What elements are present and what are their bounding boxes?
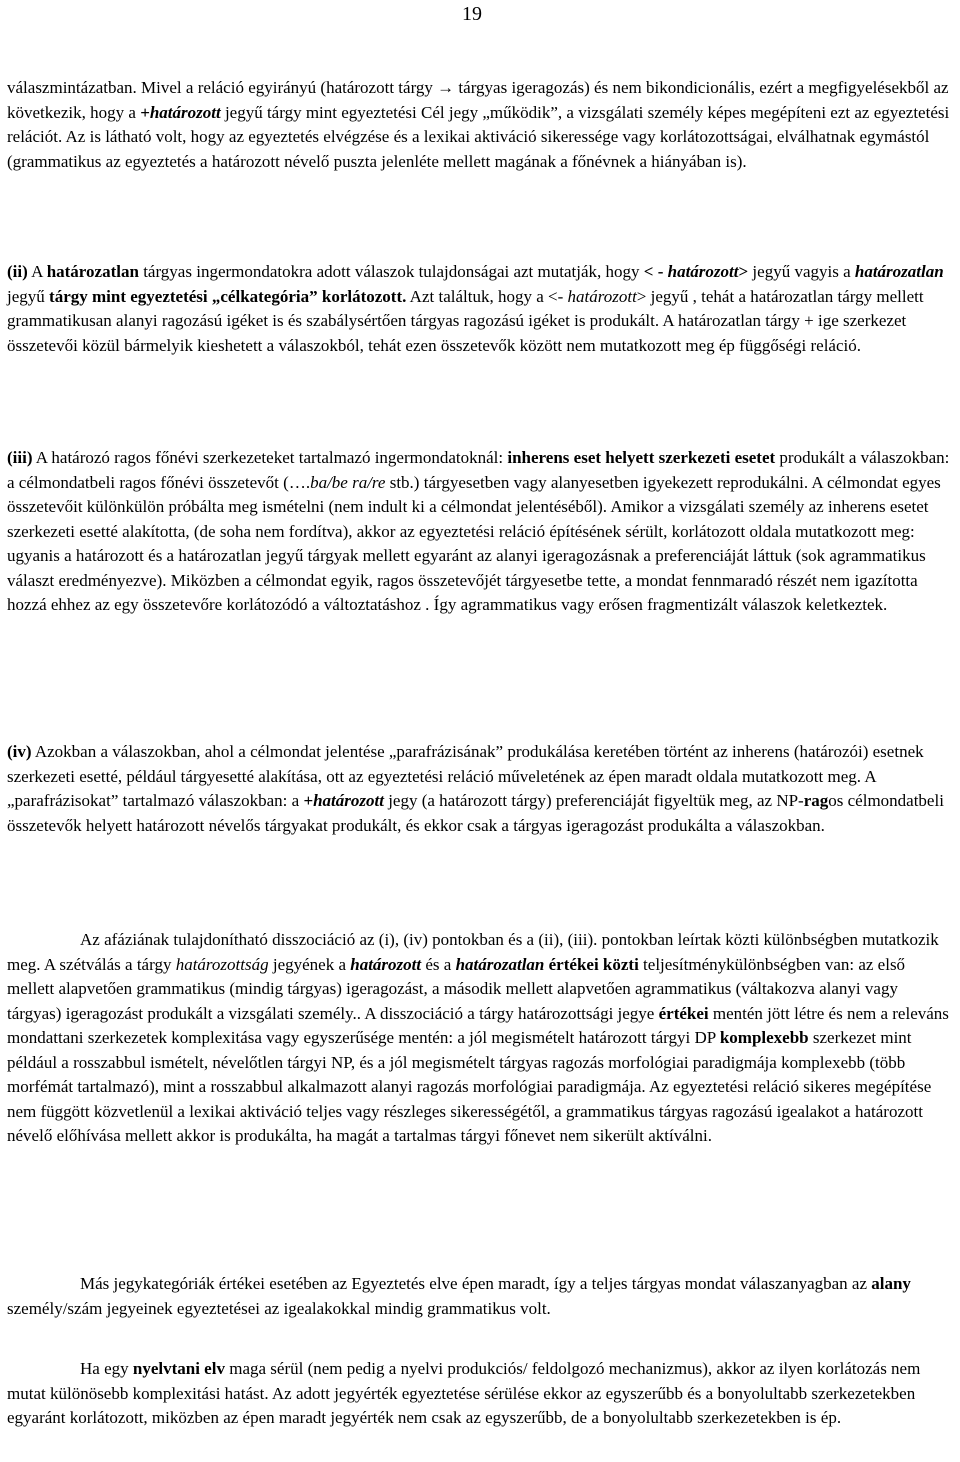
p4-emphasis: +határozott [303,791,384,810]
p4-text: os célmondatbeli összetevők helyett határozott névelős tárgyakat produkált, és ekkor csak a tárgyas igeragozást produkálta a válaszokban. [7,791,944,835]
section-marker-iii: (iii) [7,448,33,467]
p5-italic: határozottság [175,954,269,974]
section-marker-ii: (ii) [7,262,28,281]
p2-text: Azt találtuk, hogy a <- [406,286,568,306]
p5-emphasis: határozatlan [455,954,545,974]
p5-text: szerkezet mint például a rosszabbul ismételt, névelőtlen tárgyi NP, és a jól megismételt tárgyas ragozás morfológiai paradigmája komplexebb (több morfémát tartalmazó), mint a rosszabbul alkalmazott alanyi ragozás morfológiai paradigmája. Az egyeztetési reláció sikeres megépítése nem függött közvetlenül a lexikai aktiváció teljes vagy részleges sikerességétől, a grammatikus tárgyas ragozású igealakot a határozott névelő előhívása mellett akkor is produkálta, ha magát a tartalmas tárgyi főnevet nem sikerült aktíválni. [7,1028,932,1145]
p4-emphasis: rag [803,791,829,810]
p7-text: Ha egy [80,1359,133,1378]
p7-emphasis: nyelvtani elv [132,1359,225,1378]
p2-text: > jegyű , tehát a határozatlan tárgy mellett grammatikusan alanyi ragozású igéket is és szabálysértően tárgyas ragozású igéket is produkált. A határozatlan tárgy + ige szerkezet összetevői közül bármelyik kieshetett a válaszokból, tehát ezen összetevők között nem mutatkozott meg ép függőségi reláció. [7,286,924,355]
p5-text: mentén jött létre és nem a releváns mondattani szerkezetek komplexitása vagy egyszerűsége mentén: a jól megismételt határozott tárgyi DP [7,1003,949,1047]
p5-text: és a [421,954,456,974]
p5-text: jegyének a [268,954,351,974]
p5-emphasis: értékei közti [548,954,639,974]
p1-emphasis: +határozott [140,102,221,122]
paragraph-6 [7,1272,953,1321]
p2-text: tárgyas ingermondatokra adott válaszok tulajdonságai azt mutatják, hogy [138,262,644,281]
p3-text: stb.) tárgyesetben vagy alanyesetben igyekezett reprodukálni. A célmondat egyes összetevőit különkülön próbálta meg ismételni (nem indult ki a célmondat jelentéséből). Amikor a vizsgálati személy az inherens esetet szerkezeti esetté alakította, (de soha nem fordítva), akkor az egyeztetési reláció építésének sérült, korlátozott oldala mutatkozott meg: ugyanis a határozott és a határozatlan jegyű tárgyak mellett egyaránt az alanyi igeragozásnak a preferenciáját láttuk (sok agrammatikus választ eredményezve). Miközben a célmondat egyik, ragos összetevőjét tárgyesetbe tette, a mondat fennmaradó részét nem igazította hozzá ehhez az egy összetevőre korlátozódó a változtatáshoz . Így agrammatikus vagy erősen fragmentizált válaszok keletkeztek. [7,472,941,614]
p2-emphasis: határozott [667,262,739,281]
p2-italic: határozott [567,286,637,306]
p6-emphasis: alany [871,1274,911,1293]
p7-text: maga sérül (nem pedig a nyelvi produkciós/ feldolgozó mechanizmus), akkor az ilyen korlátozás nem mutat különösebb komplexitási hatást. Az adott jegyérték egyeztetése sérülése ekkor az egyszerűbb és a bonyolultabb szerkezetekben egyaránt korlátozott, miközben az épen maradt jegyérték nem csak az egyszerűbb, de a bonyolultabb szerkezetekben is ép. [7,1359,921,1427]
p4-text: Azokban a válaszokban, ahol a célmondat jelentése „parafrázisának” produkálása keretében történt az inherens (határozói) esetnek szerkezeti esetté, például tárgyesetté alakítása, ott az egyeztetési reláció műveletének az épen maradt oldala mutatkozott meg. A „parafrázisokat” tartalmazó válaszokban: a [7,742,924,810]
p2-emphasis: tárgy mint egyeztetési „célkategória” korlátozott. [49,286,407,306]
paragraph-4 [7,740,953,838]
p2-emphasis: határozatlan [854,262,944,281]
p2-text: jegyű vagyis a [748,262,855,281]
paragraph-7 [7,1357,953,1431]
p3-emphasis: inherens eset helyett szerkezeti esetet [507,448,776,467]
p4-text: jegy (a határozott tárgy) preferenciáját figyeltük meg, az NP- [383,791,804,810]
p5-text: teljesítménykülönbségben van: az első mellett alapvetően grammatikus (mindig tárgyas) igeragozást, a második mellett alapvetően agrammatikus (váltakozva alanyi vagy tárgyas) igeragozást produkált a vizsgálati személy.. A disszociáció a tárgy határozottsági jegye [7,954,906,1023]
paragraph-1 [7,76,953,174]
paragraph-3 [7,446,953,618]
p1-text: jegyű tárgy mint egyeztetési Cél jegy „működik”, a vizsgálati személy képes megépíteni ezt az egyeztetési relációt. Az is látható volt, hogy az egyeztetés elvégzése és a lexikai aktiváció sikeressége vagy korlátozottságai, elválhatnak egymástól (grammatikus az egyeztetés a határozott névelő puszta jelenléte mellett magának a főnévnek a hiányában is). [7,102,950,171]
p3-italic: ba/be ra/re [310,472,386,492]
p2-emphasis: határozatlan [46,262,139,281]
page-number: 19 [462,3,482,25]
p3-text: produkált a válaszokban: a célmondatbeli ragos főnévi összetevőt (…. [7,448,950,492]
p5-emphasis: értékei [658,1003,709,1023]
paragraph-5 [7,928,953,1149]
p6-text: Más jegykategóriák értékei esetében az Egyeztetés elve épen maradt, így a teljes tárgyas mondat válaszanyagban az [80,1274,872,1293]
p6-text: személy/szám jegyeinek egyeztetései az igealakokkal mindig grammatikus volt. [7,1298,551,1318]
p3-text: A határozó ragos főnévi szerkezeteket tartalmazó ingermondatoknál: [32,448,508,467]
p5-emphasis: határozott [350,954,422,974]
p1-text: válaszmintázatban. Mivel a reláció egyirányú (határozott tárgy → tárgyas igeragozás) és nem bikondicionális, ezért a megfigyelésekből az következik, hogy a [7,78,949,122]
p2-emphasis: < - [643,262,668,281]
paragraph-2 [7,260,953,358]
p2-text: A [27,262,47,281]
p5-emphasis: komplexebb [719,1028,809,1047]
section-marker-iv: (iv) [7,742,32,761]
p2-text: jegyű [7,286,50,306]
p2-emphasis: > [738,262,749,281]
p5-text: Az afáziának tulajdonítható disszociáció az (i), (iv) pontokban és a (ii), (iii). pontokban leírtak közti különbségben mutatkozik meg. A szétválás a tárgy [7,930,939,974]
